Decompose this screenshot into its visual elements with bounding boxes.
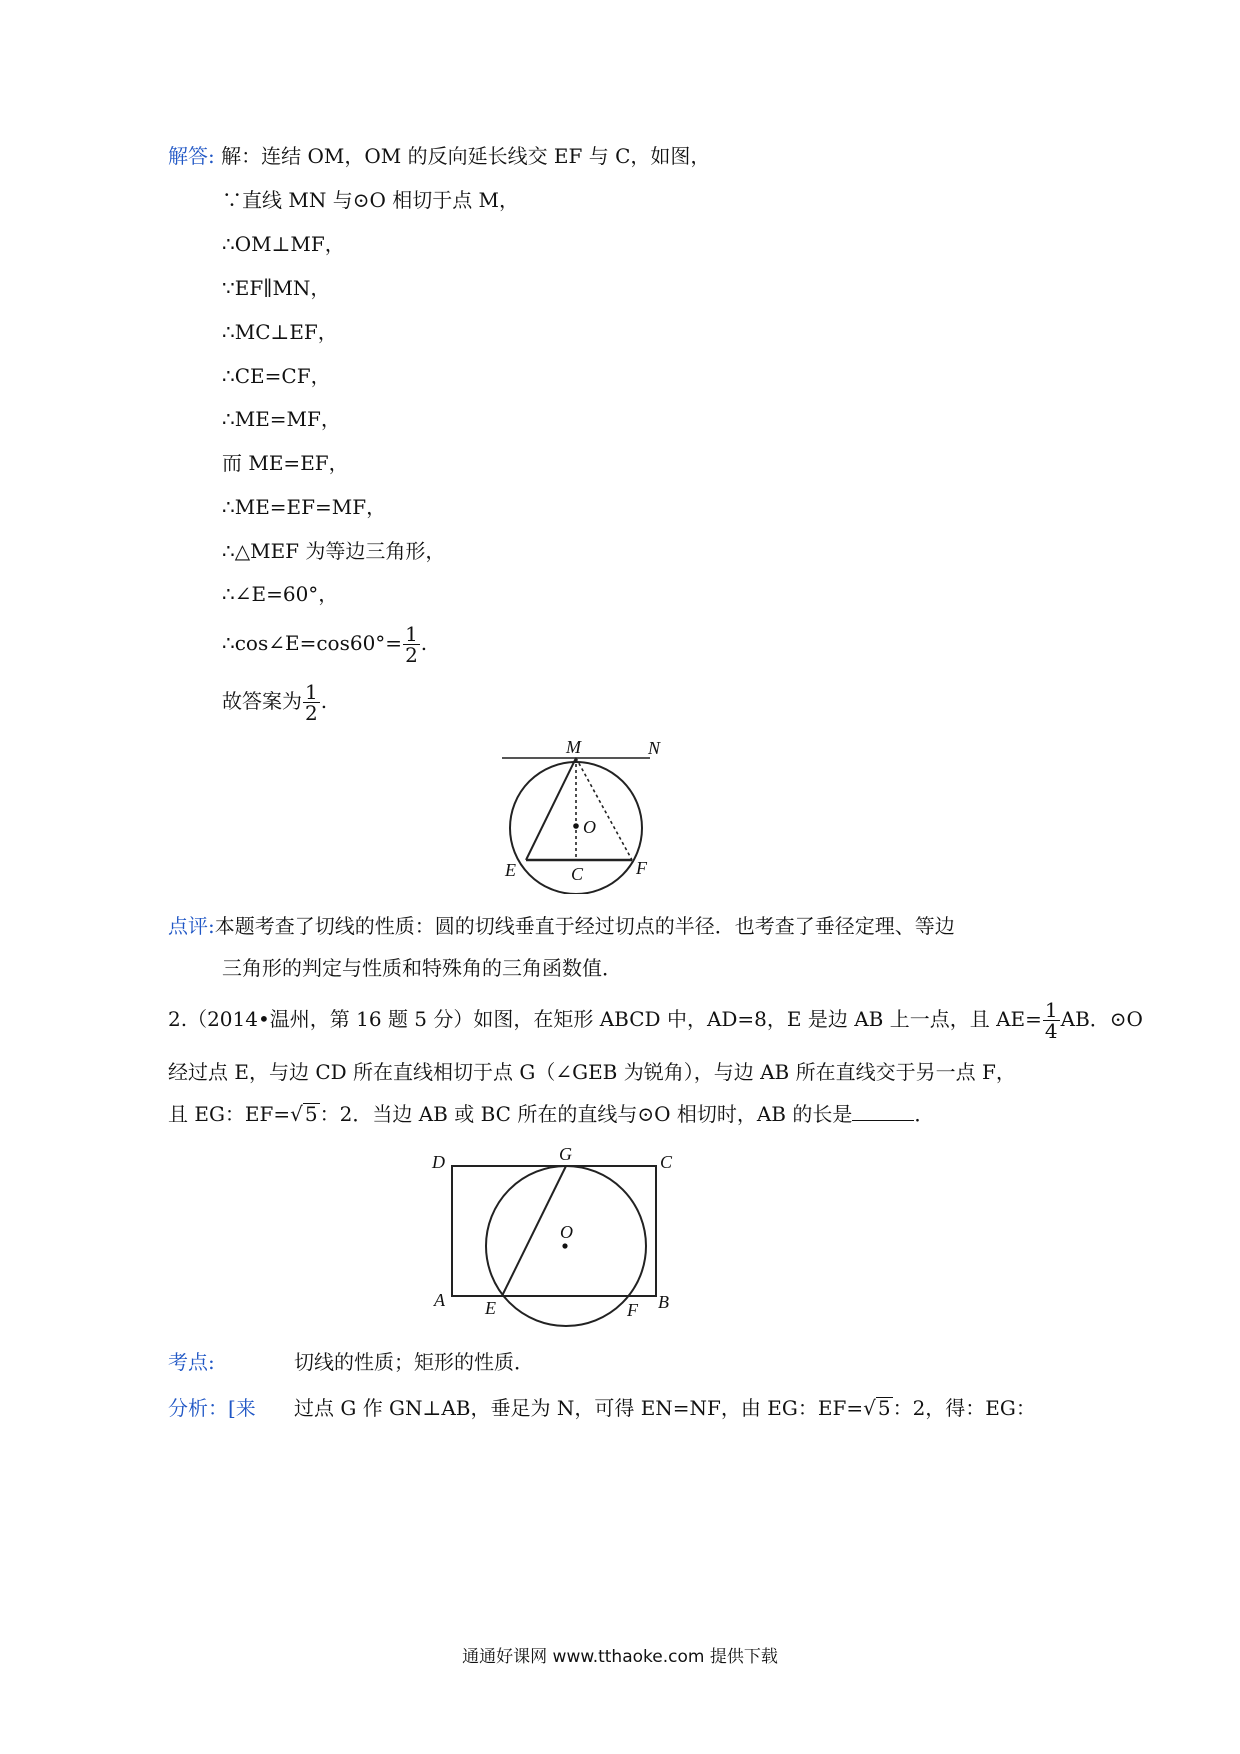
problem2-text-1: 2.（2014•温州，第 16 题 5 分）如图，在矩形 ABCD 中，AD=8，E 是边 AB 上一点，且 AE= <box>168 1007 1042 1031</box>
label-o: O <box>560 1222 573 1242</box>
comment-text-1: 本题考查了切线的性质：圆的切线垂直于经过切点的半径．也考查了垂径定理、等边 <box>214 914 955 938</box>
segment-ge <box>502 1166 566 1296</box>
label-f: F <box>627 1300 638 1320</box>
answer-line: 故答案为 $\frac{1}{2}$ . <box>222 680 328 725</box>
solution-intro-line <box>168 142 710 170</box>
label-a: A <box>434 1290 445 1310</box>
solution-step: ∴∠E=60°， <box>222 582 339 606</box>
label-m: M <box>566 737 581 757</box>
cos-step-prefix: ∴cos∠E=cos60°= <box>222 631 403 655</box>
solution-step: ∴△MEF 为等边三角形， <box>222 539 446 563</box>
label-f: F <box>636 858 647 878</box>
label-c: C <box>571 864 584 884</box>
label-c: C <box>660 1152 673 1172</box>
comment-label: 点评: <box>168 914 215 938</box>
kaodian-text: 切线的性质；矩形的性质． <box>294 1350 534 1374</box>
label-b: B <box>658 1292 669 1312</box>
rectangle-abcd <box>452 1166 656 1296</box>
comment-line2 <box>222 954 622 982</box>
comment-text-2: 三角形的判定与性质和特殊角的三角函数值． <box>222 956 622 980</box>
segment-me <box>526 758 576 860</box>
label-d: D <box>432 1152 445 1172</box>
cos-step: ∴cos∠E=cos60°= $\frac{1}{2}$ . <box>222 622 428 667</box>
comment-line1 <box>168 912 955 940</box>
solution-step: ∴OM⊥MF， <box>222 232 345 256</box>
fenxi-line <box>168 1394 1036 1422</box>
problem2-text-3a: 且 EG：EF= <box>168 1102 291 1126</box>
fenxi-label: 分析：[来 <box>168 1396 256 1420</box>
fenxi-text: 过点 G 作 GN⊥AB，垂足为 N，可得 EN=NF，由 EG：EF=√ 5 ：2，得：EG： <box>294 1396 1036 1420</box>
solution-step: ∵EF∥MN， <box>222 276 331 300</box>
answer-prefix: 故答案为 <box>222 689 302 713</box>
figure-rectangle-circle <box>424 1140 694 1340</box>
fraction-one-half: $\frac{1}{2}$ <box>405 622 418 667</box>
problem2-line3: 且 EG：EF=√ 5 ：2．当边 AB 或 BC 所在的直线与⊙O 相切时，AB 的长是 ． <box>168 1102 935 1126</box>
problem2-line2 <box>168 1058 1016 1086</box>
center-point-o <box>573 823 579 829</box>
solution-label: 解答: <box>168 144 215 168</box>
solution-step: ∴ME=EF=MF， <box>222 495 387 519</box>
problem2-line1: 2.（2014•温州，第 16 题 5 分）如图，在矩形 ABCD 中，AD=8，E 是边 AB 上一点，且 AE= $\frac{1}{4}$ AB．⊙O <box>168 998 1143 1043</box>
figure-circle-tangent <box>490 734 680 894</box>
center-point-o <box>562 1243 567 1248</box>
label-o: O <box>583 817 596 837</box>
segment-mf <box>576 758 632 860</box>
label-g: G <box>559 1144 572 1164</box>
sqrt-5-fenxi: √ 5 <box>863 1396 891 1420</box>
kaodian-line <box>168 1348 534 1376</box>
answer-fraction: $\frac{1}{2}$ <box>305 680 318 725</box>
page-footer: 通通好课网 www.tthaoke.com 提供下载 <box>462 1647 778 1667</box>
solution-step: ∴CE=CF， <box>222 364 331 388</box>
label-e: E <box>505 860 516 880</box>
problem2-text-2: 经过点 E，与边 CD 所在直线相切于点 G（∠GEB 为锐角），与边 AB 所在直线交于另一点 F， <box>168 1060 1016 1084</box>
answer-blank <box>852 1104 914 1121</box>
solution-step: 而 ME=EF， <box>222 451 349 475</box>
fraction-one-quarter: $\frac{1}{4}$ <box>1044 998 1058 1043</box>
solution-step: ∴MC⊥EF， <box>222 320 338 344</box>
kaodian-label: 考点: <box>168 1350 215 1374</box>
label-n: N <box>648 738 661 758</box>
sqrt-5: √ 5 <box>290 1102 318 1126</box>
solution-intro: 解：连结 OM，OM 的反向延长线交 EF 与 C，如图， <box>221 144 711 168</box>
solution-step: ∴ME=MF， <box>222 407 341 431</box>
label-e: E <box>485 1298 496 1318</box>
solution-step: ∵直线 MN 与⊙O 相切于点 M， <box>222 188 520 212</box>
